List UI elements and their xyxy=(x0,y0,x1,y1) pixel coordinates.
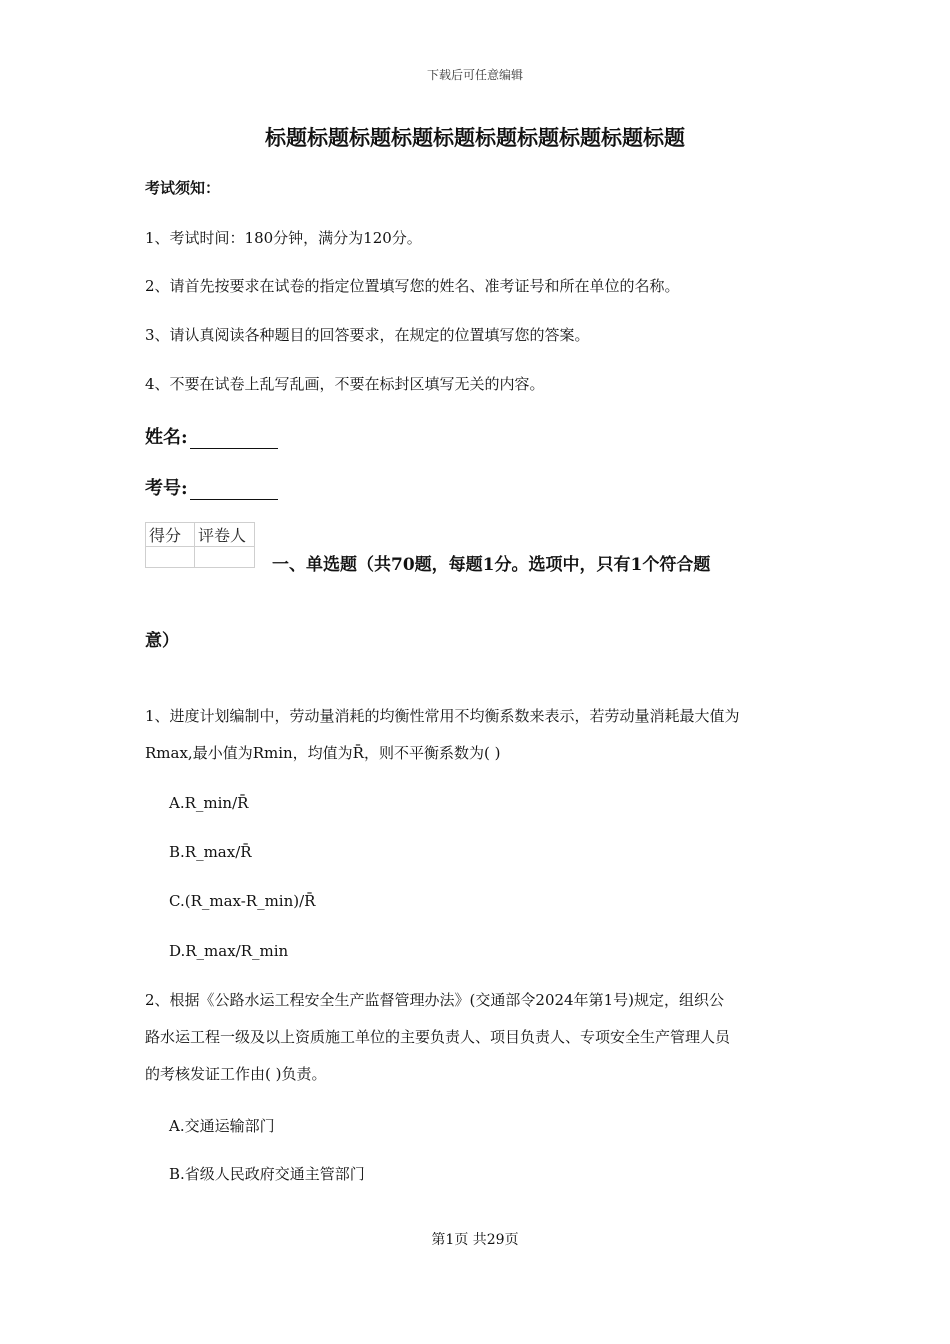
score-table xyxy=(145,522,255,568)
exam-id-field xyxy=(145,474,278,500)
question-2-line-2: 路水运工程一级及以上资质施工单位的主要负责人、项目负责人、专项安全生产管理人员 xyxy=(145,1028,731,1046)
question-2-option-b: B.省级人民政府交通主管部门 xyxy=(169,1165,365,1183)
exam-id-label: 考号: xyxy=(145,478,188,499)
page-title: 标题标题标题标题标题标题标题标题标题标题 xyxy=(265,125,685,150)
question-2-line-1: 2、根据《公路水运工程安全生产监督管理办法》(交通部令2024年第1号)规定，组织公 xyxy=(145,991,724,1009)
notice-rule-2: 2、请首先按要求在试卷的指定位置填写您的姓名、准考证号和所在单位的名称。 xyxy=(145,277,680,295)
grader-cell[interactable] xyxy=(195,547,255,568)
question-1-option-c: C.(R_max-R_min)/R̄ xyxy=(169,892,316,910)
question-1-option-d: D.R_max/R_min xyxy=(169,942,289,960)
question-1-option-a: A.R_min/R̄ xyxy=(169,794,249,812)
page-footer: 第1页 共29页 xyxy=(431,1232,519,1248)
header-note: 下载后可任意编辑 xyxy=(426,68,523,82)
section-title: 一、单选题（共70题，每题1分。选项中，只有1个符合题 xyxy=(272,555,711,575)
name-field xyxy=(145,423,278,449)
question-1-option-b: B.R_max/R̄ xyxy=(169,843,252,861)
question-2-option-a: A.交通运输部门 xyxy=(169,1117,275,1135)
question-1-line-2: Rmax,最小值为Rmin，均值为R̄，则不平衡系数为( ) xyxy=(145,744,501,762)
notice-heading: 考试须知： xyxy=(145,179,221,197)
question-1-line-1: 1、进度计划编制中，劳动量消耗的均衡性常用不均衡系数来表示，若劳动量消耗最大值为 xyxy=(145,707,740,725)
name-blank[interactable] xyxy=(190,430,278,449)
score-cell[interactable] xyxy=(146,547,195,568)
notice-rule-4: 4、不要在试卷上乱写乱画，不要在标封区填写无关的内容。 xyxy=(145,375,545,393)
exam-id-blank[interactable] xyxy=(190,481,278,500)
question-2-line-3: 的考核发证工作由( )负责。 xyxy=(145,1065,327,1083)
section-title-continued: 意） xyxy=(145,631,179,651)
notice-rule-3: 3、请认真阅读各种题目的回答要求，在规定的位置填写您的答案。 xyxy=(145,326,590,344)
grader-header: 评卷人 xyxy=(195,523,255,547)
name-label: 姓名: xyxy=(145,427,188,448)
notice-rule-1: 1、考试时间：180分钟，满分为120分。 xyxy=(145,229,422,247)
score-header: 得分 xyxy=(146,523,195,547)
